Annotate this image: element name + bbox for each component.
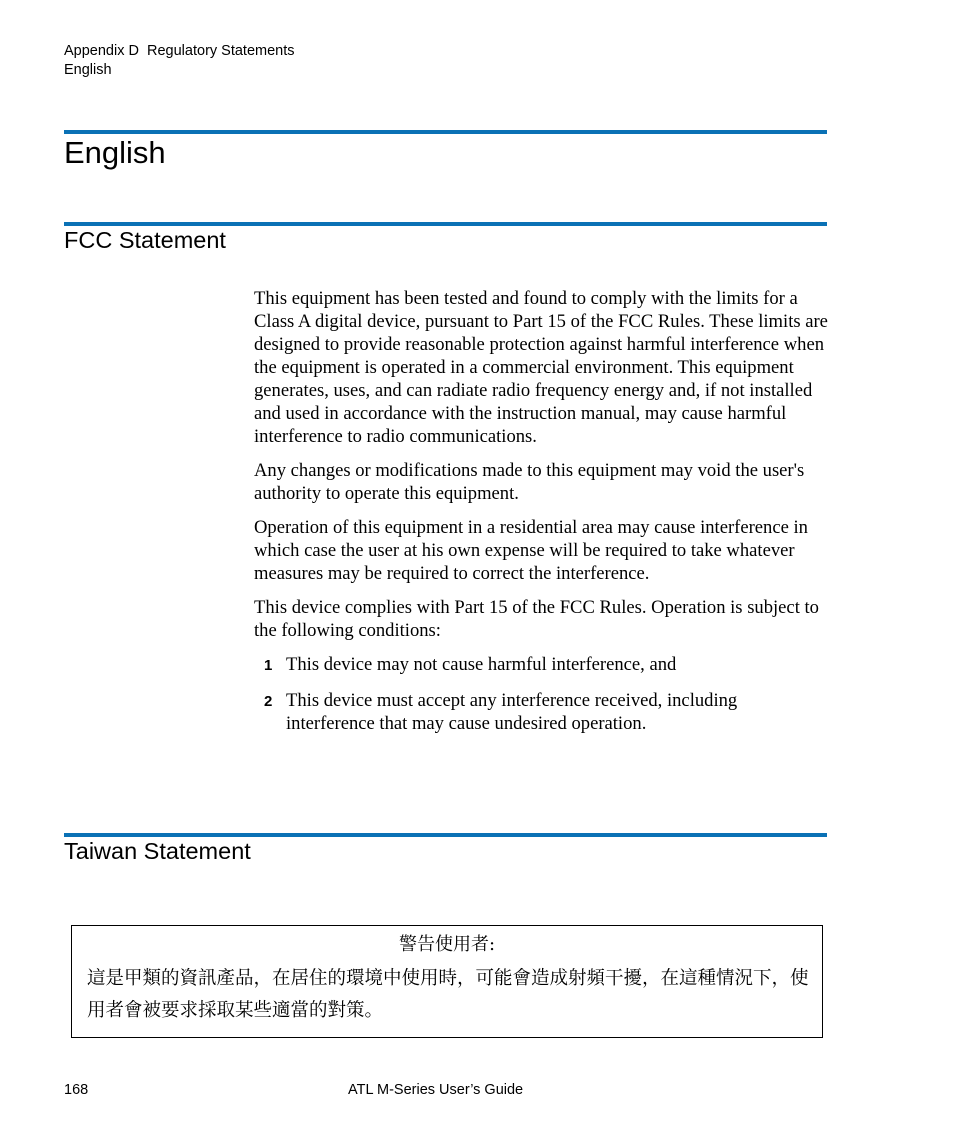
- fcc-paragraph: Any changes or modifications made to this equipment may void the user's authority to operate this equipment.: [254, 460, 805, 504]
- condition-text: This device must accept any interference received, including interference that may cause undesired operation.: [286, 690, 738, 734]
- running-head: [64, 42, 295, 80]
- warning-text: 這是甲類的資訊產品，在居住的環境中使用時，可能會造成射頻干擾，在這種情況下，使用者會被要求採取某些適當的對策。: [87, 968, 809, 1021]
- warning-title: 警告使用者:: [398, 934, 496, 955]
- section-rule-english: [64, 130, 827, 134]
- condition-number: 2: [264, 693, 273, 710]
- fcc-heading: FCC Statement: [64, 227, 226, 253]
- taiwan-heading: Taiwan Statement: [64, 838, 251, 864]
- footer-doc-title: ATL M-Series User’s Guide: [348, 1082, 524, 1098]
- fcc-paragraph: Operation of this equipment in a residential area may cause interference in which case the user at his own expense will be required to take whatever measures may be required to correct the interference.: [254, 517, 808, 584]
- condition-item: [254, 653, 828, 677]
- condition-text: This device may not cause harmful interference, and: [286, 654, 677, 675]
- condition-item: [254, 689, 828, 735]
- running-head-section: English: [64, 62, 112, 78]
- page-title: English: [64, 135, 166, 170]
- fcc-body: [254, 287, 828, 747]
- fcc-paragraph: This device complies with Part 15 of the FCC Rules. Operation is subject to the following conditions:: [254, 597, 819, 641]
- condition-number: 1: [264, 657, 273, 674]
- fcc-paragraph: This equipment has been tested and found to comply with the limits for a Class A digital device, pursuant to Part 15 of the FCC Rules. These limits are designed to provide reasonable protection against harmful interference when the equipment is operated in a commercial environment. This equipment generates, uses, and can radiate radio frequency energy and, if not installed and used in accordance with the instruction manual, may cause harmful interference to radio communications.: [254, 288, 828, 447]
- running-head-chapter: Appendix D Regulatory Statements: [64, 43, 295, 59]
- page-number: 168: [64, 1082, 89, 1098]
- taiwan-warning-box: [71, 925, 823, 1038]
